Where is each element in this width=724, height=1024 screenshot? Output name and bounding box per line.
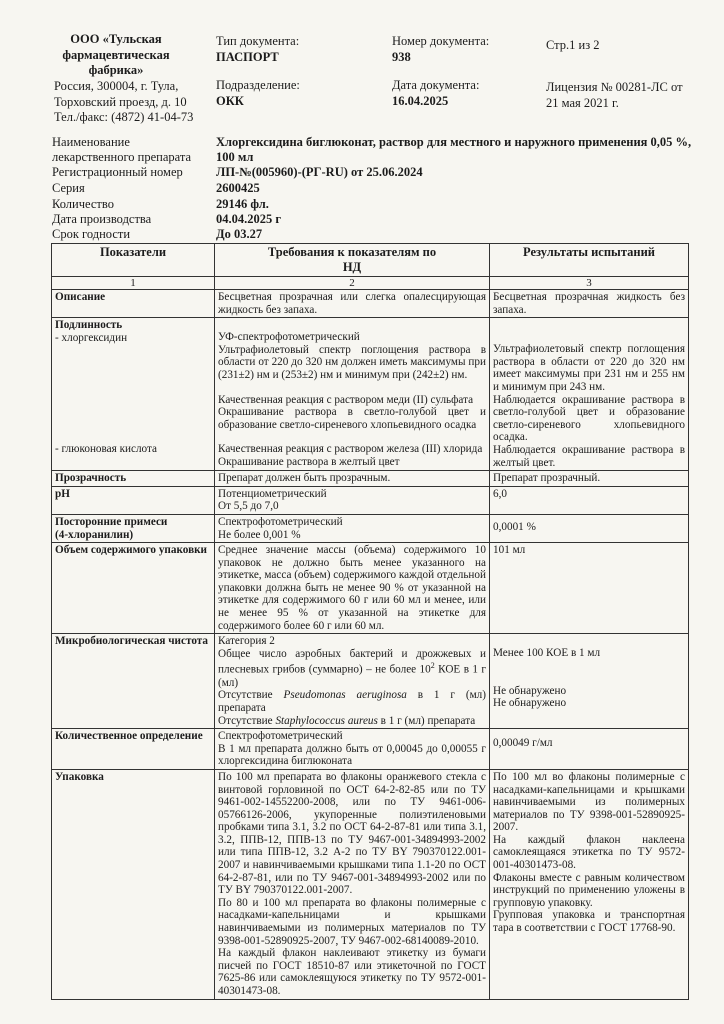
doc-division xyxy=(216,78,300,109)
spec-table xyxy=(51,243,689,1000)
col-header-results: Результаты испытаний xyxy=(490,244,689,277)
req-microbiology xyxy=(215,634,490,729)
res-pack-transport: Групповая упаковка и транспортная тара в соответствии с ГОСТ 17768-90. xyxy=(493,909,685,935)
row-name-packaging: Упаковка xyxy=(52,769,215,999)
row-name-identity: Подлинность xyxy=(55,319,123,332)
row-name-ph: pH xyxy=(52,486,215,514)
res-description: Бесцветная прозрачная жидкость без запаха. xyxy=(490,290,689,318)
table-row xyxy=(52,769,689,999)
table-header-row xyxy=(52,244,689,277)
company-address xyxy=(54,79,214,126)
product-name-label-1: Наименование xyxy=(52,135,130,149)
req-identity-iron: Качественная реакция с раствором железа (III) хлорида xyxy=(218,443,483,456)
series-label: Серия xyxy=(52,181,85,195)
req-pack-glass: По 100 мл препарата во флаконы оранжевого стекла с винтовой горловиной по ОСТ 64-2-82-85 или по ТУ 9461-002-14552200-2008, или по ТУ 9461-006-05766126-2006, укупоренные полиэтиленовыми пробками типа 3.1, 3.2 по ОСТ 64-2-87-81 или типа 3.1, 3.2, ППВ-12, ППВ-13 по ТУ 9467-001-34894993-2002 или типа ППВ-12, 3.2 А-2 по ТУ BY 790370122.001-2007 и навинчиваемыми крышками типа 1.1-20 по ОСТ 64-2-87-81, или по ТУ 9467-001-34894993-2002 или по ТУ BY 790370122.001-2007. xyxy=(218,770,486,897)
doc-type-label: Тип документа: xyxy=(216,34,300,48)
req-identity xyxy=(215,318,490,471)
req-micro-staphylococcus: Отсутствие Staphylococcus aureus в 1 г (мл) препарата xyxy=(218,714,476,727)
company-phone: Тел./факс: (4872) 41-04-73 xyxy=(54,110,194,124)
res-pack-bottles: По 100 мл во флаконы полимерные с насадками-капельницами и крышками навинчиваемыми из полимерных материалов по ТУ 9398-001-52890925-2007. xyxy=(493,770,685,834)
req-identity-iron-result: Окрашивание раствора в желтый цвет xyxy=(218,455,400,468)
expiry-value: До 03.27 xyxy=(216,227,263,241)
req-packaging xyxy=(215,769,490,999)
company-address-line-2: Торховский проезд, д. 10 xyxy=(54,94,187,109)
license-line-2: 21 мая 2021 г. xyxy=(546,95,619,110)
req-identity-copper: Качественная реакция с раствором меди (II) сульфата xyxy=(218,393,474,406)
req-impurities-method: Спектрофотометрический xyxy=(218,515,343,528)
company-name-line-3: фабрика» xyxy=(88,63,144,77)
req-clarity: Препарат должен быть прозрачным. xyxy=(215,471,490,487)
doc-number-value: 938 xyxy=(392,49,411,64)
company-name-line-2: фармацевтическая xyxy=(62,47,170,62)
row-name-description: Описание xyxy=(52,290,215,318)
req-assay-limit: В 1 мл препарата должно быть от 0,00045 до 0,00055 г хлоргексидина биглюконата xyxy=(218,742,486,768)
doc-date-label: Дата документа: xyxy=(392,78,480,92)
req-identity-uv: Ультрафиолетовый спектр поглощения раствора в области от 220 до 320 нм должен иметь максимумы при (231±2) нм и (253±2) нм и минимум при (242±2) нм. xyxy=(218,343,486,381)
product-name-label xyxy=(52,135,191,165)
res-microbiology xyxy=(490,634,689,729)
product-name-label-2: лекарственного препарата xyxy=(52,150,192,164)
table-row xyxy=(52,471,689,487)
res-clarity: Препарат прозрачный. xyxy=(490,471,689,487)
company-name xyxy=(54,32,178,79)
res-assay: 0,00049 г/мл xyxy=(490,729,689,770)
res-identity-iron: Наблюдается окрашивание раствора в желтый цвет. xyxy=(493,443,685,469)
doc-number-label: Номер документа: xyxy=(392,34,490,48)
req-description: Бесцветная прозрачная или слегка опалесцирующая жидкость без запаха. xyxy=(215,290,490,318)
req-ph-range: От 5,5 до 7,0 xyxy=(218,500,279,513)
company-name-line-1: ООО «Тульская xyxy=(70,32,162,46)
doc-type xyxy=(216,34,299,65)
doc-date-value: 16.04.2025 xyxy=(392,93,449,108)
doc-type-value: ПАСПОРТ xyxy=(216,49,279,64)
reg-number-value: ЛП-№(005960)-(РГ-RU) от 25.06.2024 xyxy=(216,165,423,179)
row-name-impurities-1: Посторонние примеси xyxy=(55,515,168,528)
reg-number-label: Регистрационный номер xyxy=(52,165,183,179)
res-ph: 6,0 xyxy=(490,486,689,514)
row-name-assay: Количественное определение xyxy=(52,729,215,770)
product-name-value-1: Хлоргексидина биглюконат, раствор для местного и наружного применения 0,05 %, xyxy=(216,135,692,149)
row-name-identity-cell xyxy=(52,318,215,471)
table-row xyxy=(52,290,689,318)
res-identity xyxy=(490,318,689,471)
quantity-label: Количество xyxy=(52,197,114,211)
col-number-2: 2 xyxy=(215,277,490,290)
row-name-impurities-2: (4-хлоранилин) xyxy=(55,528,134,541)
production-date-value: 04.04.2025 г xyxy=(216,212,282,226)
col-header-indicators: Показатели xyxy=(52,244,215,277)
company-address-line-1: Россия, 300004, г. Тула, xyxy=(54,79,179,93)
req-volume: Среднее значение массы (объема) содержимого 10 упаковок не должно быть менее указанного на этикетке, масса (объем) содержимого каждой отдельной упаковки должна быть не менее 90 % от указанной на этикетке для содержимого 60 г или 60 мл и менее, или не менее 95 % от указанной на этикетке для содержимого более 60 г или 60 мл. xyxy=(215,543,490,634)
expiry-label: Срок годности xyxy=(52,227,131,241)
col-number-1: 1 xyxy=(52,277,215,290)
req-ph xyxy=(215,486,490,514)
req-assay xyxy=(215,729,490,770)
product-name-value-2: 100 мл xyxy=(216,150,254,164)
req-impurities xyxy=(215,514,490,542)
req-micro-category: Категория 2 xyxy=(218,635,275,648)
product-name-value xyxy=(216,135,696,165)
req-assay-method: Спектрофотометрический xyxy=(218,730,343,743)
req-micro-pseudomonas: Отсутствие Pseudomonas aeruginosa в 1 г (мл) препарата xyxy=(218,689,486,714)
res-impurities: 0,0001 % xyxy=(490,514,689,542)
doc-number xyxy=(392,34,489,65)
req-pack-polymer: По 80 и 100 мл препарата во флаконы полимерные с насадками-капельницами и крышками навинчиваемыми из полимерных материалов по ТУ 9398-001-52890925-2007, ТУ 9467-002-68140089-2010. xyxy=(218,896,486,947)
row-name-impurities xyxy=(52,514,215,542)
table-number-row xyxy=(52,277,689,290)
req-ph-method: Потенциометрический xyxy=(218,487,327,500)
row-sub-gluconic-acid: - глюконовая кислота xyxy=(55,443,157,456)
res-volume: 101 мл xyxy=(490,543,689,634)
res-packaging xyxy=(490,769,689,999)
quantity-value: 29146 фл. xyxy=(216,197,269,211)
row-name-microbiology: Микробиологическая чистота xyxy=(52,634,215,729)
page-number: Стр.1 из 2 xyxy=(546,38,600,52)
res-pack-label: На каждый флакон наклеена самоклеящаяся этикетка по ТУ 9572-001-40301473-08. xyxy=(493,833,685,872)
res-identity-uv: Ультрафиолетовый спектр поглощения раствора в области от 220 до 320 нм имеет максимумы при 231 нм и 255 нм и минимум при 243 нм. xyxy=(493,343,685,393)
row-name-clarity: Прозрачность xyxy=(52,471,215,487)
res-micro-total-count: Менее 100 КОЕ в 1 мл xyxy=(493,647,601,660)
col-number-3: 3 xyxy=(490,277,689,290)
table-row xyxy=(52,318,689,471)
row-sub-chlorhexidine: - хлоргексидин xyxy=(55,331,128,344)
table-row xyxy=(52,543,689,634)
production-date-label: Дата производства xyxy=(52,212,152,226)
res-micro-staphylococcus: Не обнаружено xyxy=(493,697,567,710)
doc-division-label: Подразделение: xyxy=(216,78,300,92)
req-impurities-limit: Не более 0,001 % xyxy=(218,528,301,541)
table-row xyxy=(52,514,689,542)
doc-division-value: ОКК xyxy=(216,93,244,108)
req-identity-copper-result: Окрашивание раствора в светло-голубой цвет и образование светло-сиреневого хлопьевидного осадка xyxy=(218,406,486,431)
req-pack-label: На каждый флакон наклеивают этикетку из бумаги писчей по ГОСТ 18510-87 или этикеточной по ГОСТ 7625-86 или самоклеящуюся этикетку по ТУ 9572-001-40301473-08. xyxy=(218,947,486,998)
license-line-1: Лицензия № 00281-ЛС от xyxy=(546,80,683,94)
res-micro-pseudomonas: Не обнаружено xyxy=(493,684,567,697)
license xyxy=(546,80,683,111)
res-pack-instructions: Флаконы вместе с равным количеством инструкций по применению уложены в групповую упаковку. xyxy=(493,871,685,909)
res-identity-copper: Наблюдается окрашивание раствора в светло-голубой цвет и образование светло-сиреневого хлопьевидного осадка. xyxy=(493,393,685,444)
req-identity-method: УФ-спектрофотометрический xyxy=(218,331,360,344)
req-micro-total-count: Общее число аэробных бактерий и дрожжевых и плесневых грибов (суммарно) – не более $10^2$ КОЕ в 1 г (мл) xyxy=(218,647,487,689)
row-name-volume: Объем содержимого упаковки xyxy=(52,543,215,634)
table-row xyxy=(52,486,689,514)
table-row xyxy=(52,634,689,729)
col-header-requirements: Требования к показателям по НД xyxy=(215,244,490,277)
series-value: 2600425 xyxy=(216,181,260,195)
table-row xyxy=(52,729,689,770)
doc-date xyxy=(392,78,479,109)
